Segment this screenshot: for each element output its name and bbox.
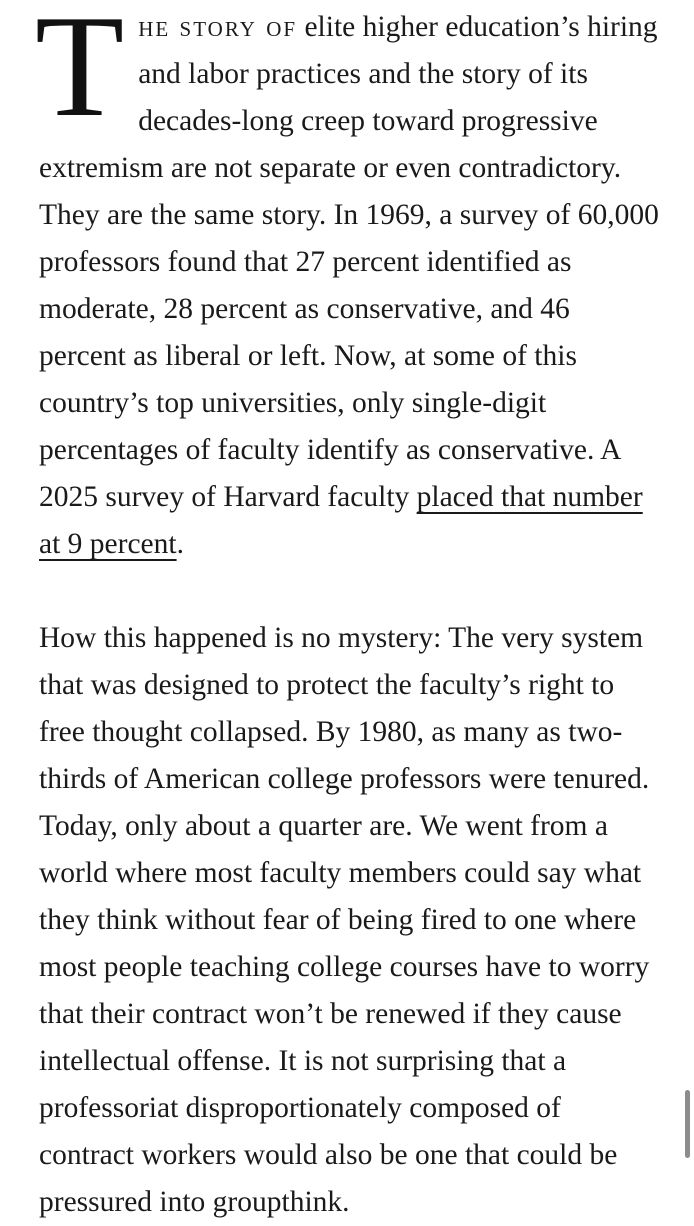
paragraph-1-text: elite higher education’s hiring and labor practices and the story of its decades-long creep toward progressive extremism are not separate or even contradictory. They are the same story. In 1969, a survey of 60,000 professors found that 27 percent identified as moderate, 28 percent as conservative, and 46 percent as liberal or left. Now, at some of this country’s top universities, only single-digit percentages of faculty identify as conservative. A 2025 survey of Harvard faculty xyxy=(39,11,659,513)
lead-in-small-caps: he story of xyxy=(138,11,298,43)
article-body xyxy=(35,0,659,1226)
paragraph-1-end: . xyxy=(176,528,184,560)
scrollbar-thumb[interactable] xyxy=(685,1090,690,1158)
paragraph-spacer xyxy=(39,568,659,615)
harvard-survey-link[interactable]: placed that number at 9 percent xyxy=(39,481,643,560)
paragraph-1 xyxy=(35,0,659,568)
paragraph-2: How this happened is no mystery: The very system that was designed to protect the faculty’s right to free thought collapsed. By 1980, as many as two-thirds of American college professors were tenured. Today, only about a quarter are. We went from a world where most faculty members could say what they think without fear of being fired to one where most people teaching college courses have to worry that their contract won’t be renewed if they cause intellectual offense. It is not surprising that a professoriat disproportionately composed of contract workers would also be one that could be pressured into groupthink. xyxy=(39,622,650,1218)
drop-cap: T xyxy=(35,0,125,147)
